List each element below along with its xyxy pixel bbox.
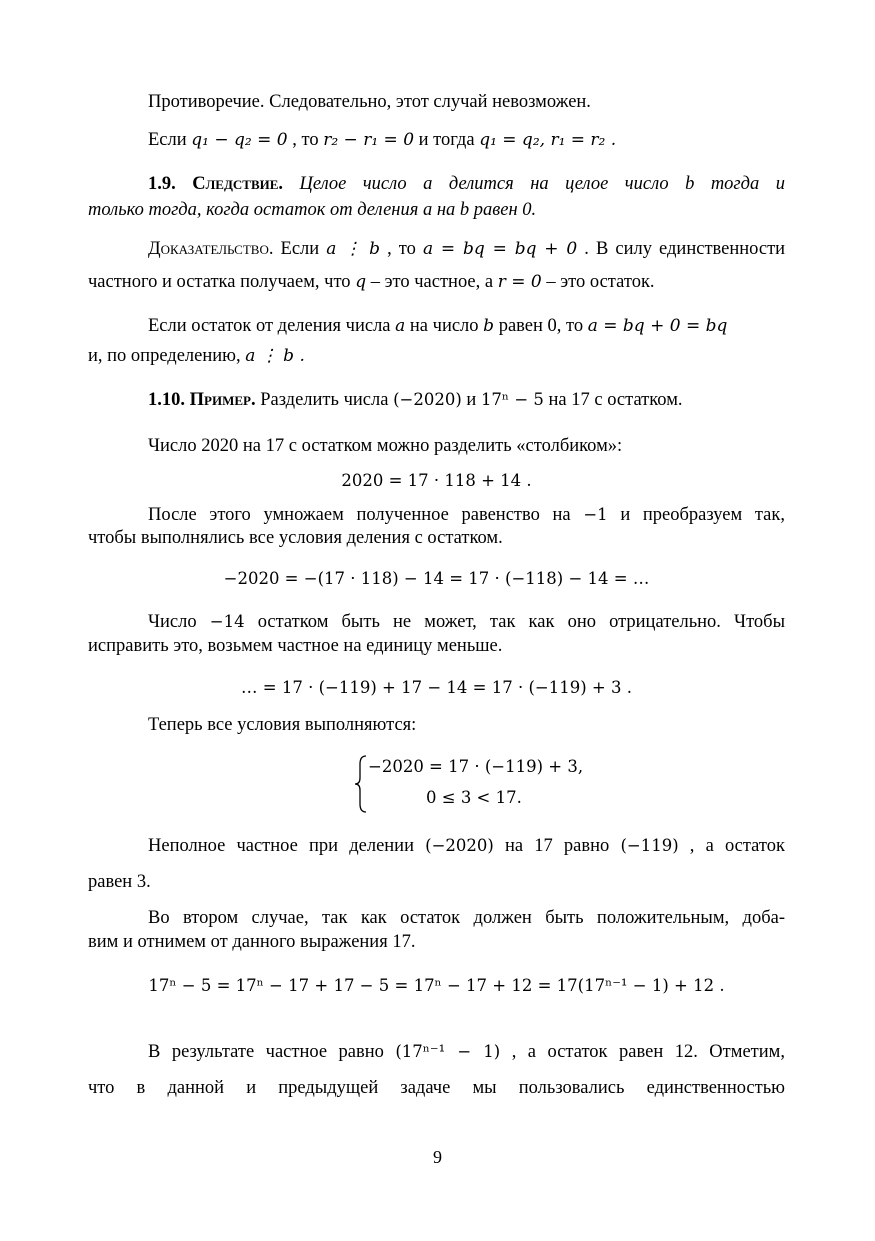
text: на 17 равно <box>505 836 610 856</box>
text: равен 3. <box>88 872 151 892</box>
text: , то <box>387 239 416 259</box>
paragraph-conditions <box>148 713 785 737</box>
formula: r = 0 <box>497 272 542 292</box>
text: , то <box>292 130 319 150</box>
text: В результате частное равно <box>148 1042 384 1062</box>
after-line-2 <box>88 526 785 550</box>
text: После этого умножаем полученное равенство на <box>148 505 571 525</box>
text: , а остаток равен 12. Отметим, <box>511 1042 785 1062</box>
text: и, по определению, <box>88 346 241 366</box>
text: Число <box>148 612 197 632</box>
text: Разделить числа <box>260 390 389 410</box>
equation-2 <box>88 567 785 591</box>
formula: 0 ≤ 3 < 17. <box>426 788 522 807</box>
result-line-2 <box>88 1076 785 1100</box>
text: на 17 с остатком. <box>548 390 683 410</box>
proof-label: Доказательство. <box>148 239 274 259</box>
formula: a ⋮ b . <box>245 346 305 366</box>
partial-line-1 <box>148 834 785 858</box>
formula: 2020 = 17 · 118 + 14 . <box>341 471 532 490</box>
text: Если <box>148 130 187 150</box>
formula: q₁ = q₂, r₁ = r₂ . <box>479 130 617 150</box>
formula: q₁ − q₂ = 0 <box>191 130 288 150</box>
system-row-1 <box>368 755 668 779</box>
formula: 17ⁿ − 5 = 17ⁿ − 17 + 17 − 5 = 17ⁿ − 17 + 12 = 17(17ⁿ⁻¹ − 1) + 12 . <box>148 976 725 995</box>
formula: −2020 = 17 · (−119) + 3, <box>368 757 584 776</box>
text: и преобразуем так, <box>620 505 786 525</box>
text: – это частное, а <box>370 272 494 292</box>
page-number: 9 <box>433 1147 442 1167</box>
result-line-1 <box>148 1040 785 1064</box>
text: Если остаток от деления числа <box>148 316 391 336</box>
text: . В силу единственности <box>584 239 786 259</box>
text: и тогда <box>418 130 475 150</box>
text: вим и отнимем от данного выражения 17. <box>88 932 416 952</box>
paragraph-contradiction <box>148 90 785 114</box>
text: Теперь все условия выполняются: <box>148 715 417 735</box>
formula: a = bq = bq + 0 <box>422 239 578 259</box>
equation-3 <box>88 676 785 700</box>
text: Во втором случае, так как остаток должен быть положительным, доба- <box>148 908 785 928</box>
formula: a <box>395 316 406 336</box>
example-label: 1.10. Пример. <box>148 390 256 410</box>
paragraph-column <box>148 434 785 458</box>
corollary-line-1 <box>148 172 785 196</box>
formula: a = bq + 0 = bq <box>587 316 728 336</box>
negative-line-2 <box>88 634 785 658</box>
formula: −1 <box>583 505 608 524</box>
text: исправить это, возьмем частное на единицу меньше. <box>88 636 503 656</box>
text: Если <box>280 239 320 259</box>
formula: (−2020) <box>425 836 494 855</box>
second-line-1 <box>148 906 785 930</box>
text: , а остаток <box>689 836 785 856</box>
corollary-label: 1.9. Следствие. <box>148 174 284 194</box>
example-line <box>148 388 785 412</box>
formula: (−2020) <box>393 390 462 409</box>
text: остатком быть не может, так как оно отрицательно. Чтобы <box>257 612 786 632</box>
corollary-text: только тогда, когда остаток от деления a на b равен 0. <box>88 200 537 220</box>
text: Число 2020 на 17 с остатком можно разделить «столбиком»: <box>148 436 623 456</box>
text: Противоречие. Следовательно, этот случай невозможен. <box>148 92 591 112</box>
formula: −2020 = −(17 · 118) − 14 = 17 · (−118) − 14 = … <box>223 569 650 588</box>
formula: r₂ − r₁ = 0 <box>323 130 415 150</box>
second-line-2 <box>88 930 785 954</box>
corollary-line-2 <box>88 198 785 222</box>
equation-1 <box>88 469 785 493</box>
proof-line-1 <box>148 237 785 261</box>
paragraph-if-zero <box>148 128 785 152</box>
formula: (17ⁿ⁻¹ − 1) <box>395 1042 501 1061</box>
partial-line-2 <box>88 870 785 894</box>
text: чтобы выполнялись все условия деления с остатком. <box>88 528 503 548</box>
text: что в данной и предыдущей задаче мы пользовались единственностью <box>88 1078 785 1098</box>
text: равен 0, то <box>498 316 584 336</box>
after-line-1 <box>148 503 785 527</box>
text: частного и остатка получаем, что <box>88 272 351 292</box>
remainder-line-1 <box>148 314 785 338</box>
text: на число <box>409 316 479 336</box>
proof-line-2 <box>88 270 785 294</box>
text: Неполное частное при делении <box>148 836 414 856</box>
negative-line-1 <box>148 610 785 634</box>
system-row-2 <box>426 786 626 810</box>
formula: a ⋮ b <box>326 239 380 259</box>
corollary-text: Целое число a делится на целое число b тогда и <box>299 174 785 194</box>
formula: … = 17 · (−119) + 17 − 14 = 17 · (−119) + 3 . <box>241 678 632 697</box>
formula: q <box>355 272 367 292</box>
formula: 17ⁿ − 5 <box>480 390 544 409</box>
equation-4 <box>88 974 785 998</box>
formula: (−119) <box>620 836 679 855</box>
remainder-line-2 <box>88 344 785 368</box>
formula: −14 <box>209 612 245 631</box>
formula: b <box>483 316 495 336</box>
text: – это остаток. <box>546 272 655 292</box>
text: и <box>466 390 477 410</box>
